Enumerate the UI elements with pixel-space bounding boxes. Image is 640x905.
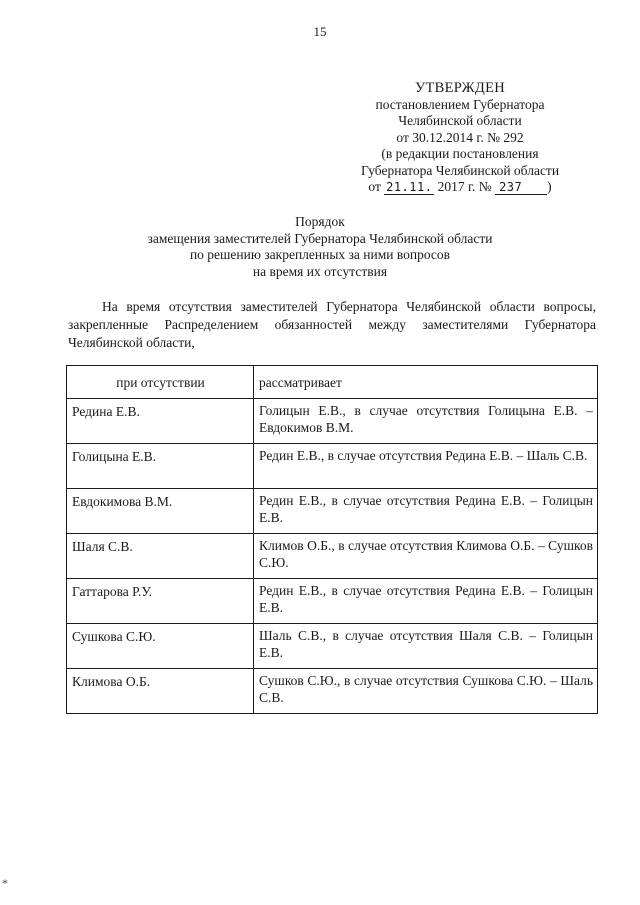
table-row [67,444,598,489]
table-row [67,669,598,714]
absent-cell: Сушкова С.Ю. [67,624,254,669]
approval-line-1: постановлением Губернатора [375,96,545,112]
substitute-cell: Сушков С.Ю., в случае отсутствия Сушкова С.Ю. – Шаль С.В. [254,669,598,714]
approval-stamp [340,80,580,196]
title-line-4: на время их отсутствия [252,263,388,279]
revision-year-text: 2017 г. № [437,179,492,194]
substitute-cell: Редин Е.В., в случае отсутствия Редина Е.В. – Голицын Е.В. [254,489,598,534]
page-number: 15 [313,24,327,39]
absent-cell: Шаля С.В. [67,534,254,579]
table-row [67,399,598,444]
scan-edge-mark: * [2,876,8,890]
header-absent: при отсутствии [67,366,254,399]
header-substitute: рассматривает [254,366,598,399]
table-row [67,534,598,579]
title-line-3: по решению закрепленных за ними вопросов [189,247,451,262]
substitution-table [66,365,598,714]
substitute-cell: Редин Е.В., в случае отсутствия Редина Е.В. – Шаль С.В. [254,444,598,489]
absent-cell: Евдокимова В.М. [67,489,254,534]
handwritten-date: 21.11. [386,180,433,194]
substitute-cell: Голицын Е.В., в случае отсутствия Голицына Е.В. – Евдокимов В.М. [254,399,598,444]
table-row [67,489,598,534]
title-line-2: замещения заместителей Губернатора Челябинской области [147,230,493,246]
handwritten-number: 237 [495,181,547,195]
absent-cell: Редина Е.В. [67,399,254,444]
approval-heading: УТВЕРЖДЕН [414,80,506,96]
title-line-1: Порядок [295,214,345,229]
absent-cell: Гаттарова Р.У. [67,579,254,624]
substitute-cell: Редин Е.В., в случае отсутствия Редина Е.В. – Голицын Е.В. [254,579,598,624]
table-row [67,624,598,669]
table-header-row [67,366,598,399]
substitute-cell: Шаль С.В., в случае отсутствия Шаля С.В. – Голицын Е.В. [254,624,598,669]
substitute-cell: Климов О.Б., в случае отсутствия Климова О.Б. – Сушков С.Ю. [254,534,598,579]
intro-paragraph: На время отсутствия заместителей Губернатора Челябинской области вопросы, закрепленные Распределением обязанностей между заместителями Губернатора Челябинской области, [68,299,596,350]
revision-closing: ) [547,179,552,194]
document-title [0,214,640,280]
absent-cell: Голицына Е.В. [67,444,254,489]
revision-from-prefix: от [368,179,381,194]
approval-line-3: от 30.12.2014 г. № 292 [396,129,524,145]
approval-revision-line [340,179,580,196]
approval-line-2: Челябинской области [398,113,522,128]
absent-cell: Климова О.Б. [67,669,254,714]
approval-line-5: Губернатора Челябинской области [360,162,560,178]
table-row [67,579,598,624]
approval-line-4: (в редакции постановления [381,146,539,161]
